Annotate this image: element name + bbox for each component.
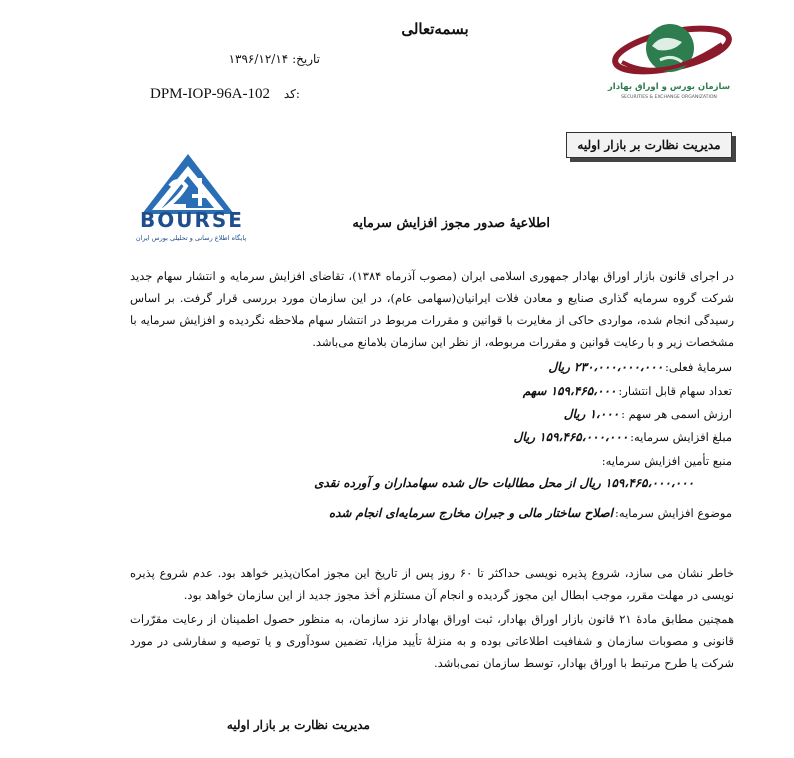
shares-label: تعداد سهام قابل انتشار: [618,384,732,398]
notice-title: اطلاعیهٔ صدور مجوز افزایش سرمایه [352,216,550,231]
signature: مدیریت نظارت بر بازار اولیه [226,718,370,732]
shares-row [112,384,732,398]
current-capital-row [112,360,732,374]
subject-value: اصلاح ساختار مالی و جبران مخارج سرمایه‌ای انجام شده [328,506,614,520]
bourse-subtitle: پایگاه اطلاع رسانی و تحلیلی بورس ایران [135,234,247,242]
current-capital-label: سرمایهٔ فعلی: [665,360,732,374]
par-value-row [112,407,732,421]
increase-amount-row [112,430,732,444]
subject-label: موضوع افزایش سرمایه: [615,506,732,520]
bismillah-heading: بسمه‌تعالی [401,20,469,38]
increase-amount-label: مبلغ افزایش سرمایه: [630,430,732,444]
code-label: کد: [283,87,300,101]
code-value: DPM-IOP-96A-102 [150,86,270,102]
date-row [200,52,320,66]
shares-value: ۱۵۹،۴۶۵،۰۰۰ سهم [522,384,617,398]
registration-paragraph: همچنین مطابق مادهٔ ۲۱ قانون بازار اوراق بهادار، ثبت اوراق بهادار نزد سازمان، به منظور حصول اطمینان از رعایت مقرّرات قانونی و مصوبات سازمان و شفافیت اطلاعاتی بوده و به منزلهٔ تأیید مزایا، تضمین سودآوری و یا توصیه و سفارشی در مورد شرکت یا طرح مرتبط با اوراق بهادار، توسط سازمان نمی‌باشد. [130,612,735,670]
par-value-value: ۱،۰۰۰ ریال [563,407,620,421]
bourse-wordmark: BOURSE [140,208,244,232]
current-capital-value: ۲۳۰،۰۰۰،۰۰۰،۰۰۰ ریال [548,360,664,374]
source-value: ۱۵۹،۴۶۵،۰۰۰،۰۰۰ ریال از محل مطالبات حال شده سهامداران و آورده نقدی [314,476,694,490]
seo-logo-text-fa: سازمان بورس و اوراق بهادار [607,82,731,92]
par-value-label: ارزش اسمی هر سهم : [621,407,732,421]
bourse-logo [126,150,256,250]
source-label: منبع تأمین افزایش سرمایه: [601,454,732,468]
increase-amount-value: ۱۵۹،۴۶۵،۰۰۰،۰۰۰ ریال [513,430,629,444]
code-row [150,86,310,103]
date-label: تاریخ: [292,52,320,66]
deadline-paragraph: خاطر نشان می سازد، شروع پذیره نویسی حداکثر تا ۶۰ روز پس از تاریخ این مجوز امکان‌پذیر خواهد بود. عدم شروع پذیره نویسی در مهلت مقرر، موجب ابطال این مجوز گردیده و انجام آن مستلزم أخذ مجوز جدید از این سازمان خواهد بود. [130,566,735,602]
department-box: مدیریت نظارت بر بازار اولیه [566,132,732,158]
seo-logo [604,12,734,107]
date-value: ۱۳۹۶/۱۲/۱۴ [228,52,289,66]
source-row [112,454,732,468]
subject-row [112,506,732,520]
body-paragraph: در اجرای قانون بازار اوراق بهادار جمهوری اسلامی ایران (مصوب آذرماه ۱۳۸۴)، تقاضای افزایش سرمایه و انتشار سهام جدید شرکت گروه سرمایه گذاری صنایع و معادن فلات ایرانیان(سهامی عام)، در این سازمان مورد بررسی قرار گرفت. بر اساس رسیدگی انجام شده، مواردی حاکی از مغایرت با قوانین و مقررات مربوط در انتشار سهام ملاحظه نگردیده و افزایش سرمایه با مشخصات زیر و با رعایت قوانین و مقررات مربوطه، از نظر این سازمان بلامانع می‌باشد. [130,269,734,349]
seo-logo-text-en: SECURITIES & EXCHANGE ORGANIZATION [621,95,717,100]
